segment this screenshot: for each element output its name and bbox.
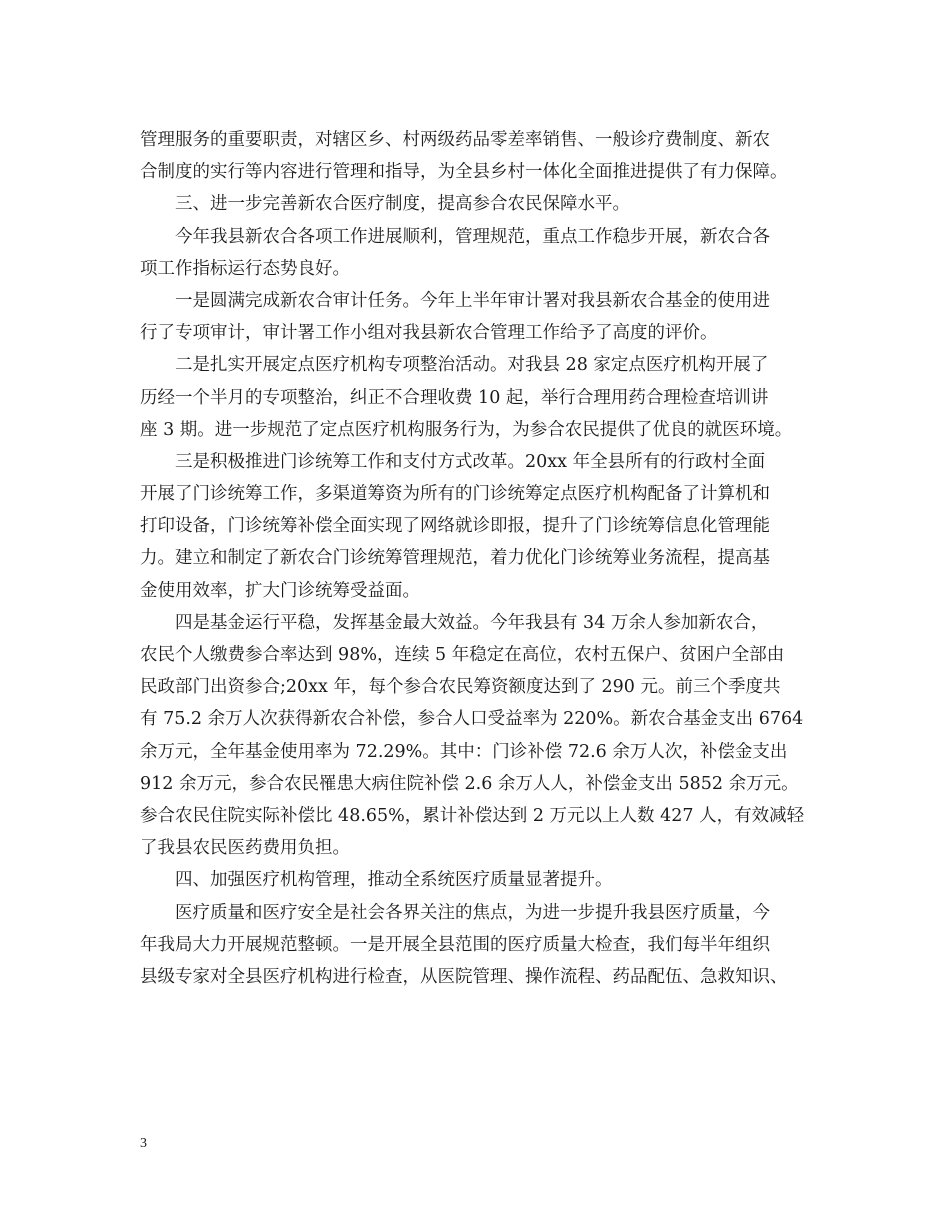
text-line: 今年我县新农合各项工作进展顺利，管理规范，重点工作稳步开展，新农合各 [175, 226, 770, 247]
text-line: 912 余万元，参合农民罹患大病住院补偿 2.6 余万人人，补偿金支出 5852 余万元。 [140, 773, 799, 794]
text-line: 打印设备，门诊统筹补偿全面实现了网络就诊即报，提升了门诊统筹信息化管理能 [140, 516, 770, 537]
text-line: 参合农民住院实际补偿比 48.65%，累计补偿达到 2 万元以上人数 427 人，有效减轻 [140, 805, 805, 826]
text-line: 农民个人缴费参合率达到 98%，连续 5 年稳定在高位，农村五保户、贫困户全部由 [140, 645, 785, 665]
text-line: 有 75.2 余万人次获得新农合补偿，参合人口受益率为 220%。新农合基金支出 6764 [140, 709, 804, 730]
text-line: 项工作指标运行态势良好。 [140, 258, 350, 279]
text-line: 管理服务的重要职责，对辖区乡、村两级药品零差率销售、一般诊疗费制度、新农 [140, 130, 770, 150]
text-line: 民政部门出资参合;20xx 年，每个参合农民筹资额度达到了 290 元。前三个季度共 [140, 677, 781, 698]
text-line: 开展了门诊统筹工作，多渠道筹资为所有的门诊统筹定点医疗机构配备了计算机和 [140, 484, 770, 505]
text-line: 年我局大力开展规范整顿。一是开展全县范围的医疗质量大检查，我们每半年组织 [140, 934, 770, 955]
text-line: 了我县农民医药费用负担。 [140, 838, 350, 859]
document-body [140, 124, 830, 993]
text-line: 三是积极推进门诊统筹工作和支付方式改革。20xx 年全县所有的行政村全面 [175, 451, 766, 472]
text-line: 合制度的实行等内容进行管理和指导，为全县乡村一体化全面推进提供了有力保障。 [140, 162, 788, 183]
text-line: 三、进一步完善新农合医疗制度，提高参合农民保障水平。 [175, 194, 630, 215]
text-line: 余万元，全年基金使用率为 72.29%。其中：门诊补偿 72.6 余万人次，补偿金支出 [140, 741, 788, 762]
page-number: 3 [140, 1136, 147, 1151]
text-line: 县级专家对全县医疗机构进行检查，从医院管理、操作流程、药品配伍、急救知识、 [140, 966, 788, 987]
text-line: 四是基金运行平稳，发挥基金最大效益。今年我县有 34 万余人参加新农合， [175, 612, 769, 633]
text-line: 历经一个半月的专项整治，纠正不合理收费 10 起，举行合理用药合理检查培训讲 [140, 387, 769, 408]
text-line: 力。建立和制定了新农合门诊统筹管理规范，着力优化门诊统筹业务流程，提高基 [140, 548, 770, 569]
text-line: 座 3 期。进一步规范了定点医疗机构服务行为，为参合农民提供了优良的就医环境。 [140, 419, 793, 440]
text-line: 四、加强医疗机构管理，推动全系统医疗质量显著提升。 [175, 870, 613, 891]
text-line: 二是扎实开展定点医疗机构专项整治活动。对我县 28 家定点医疗机构开展了 [175, 355, 769, 376]
text-line: 医疗质量和医疗安全是社会各界关注的焦点，为进一步提升我县医疗质量，今 [175, 902, 770, 923]
text-line: 行了专项审计，审计署工作小组对我县新农合管理工作给予了高度的评价。 [140, 323, 718, 344]
text-line: 金使用效率，扩大门诊统筹受益面。 [140, 580, 420, 601]
text-line: 一是圆满完成新农合审计任务。今年上半年审计署对我县新农合基金的使用进 [175, 290, 770, 311]
